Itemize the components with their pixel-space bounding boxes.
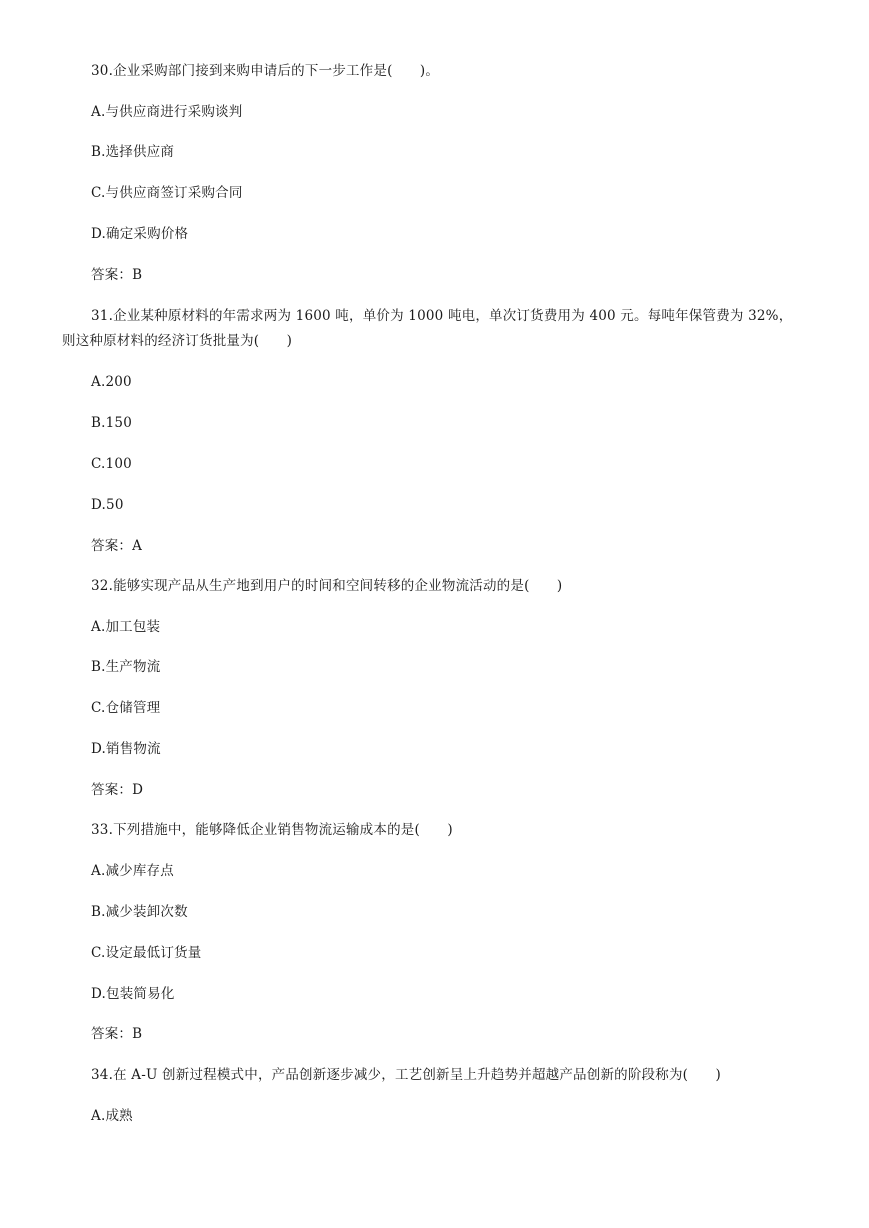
- question-31-stem-line1: 31.企业某种原材料的年需求两为 1600 吨，单价为 1000 吨电，单次订货费用为 400 元。每吨年保管费为 32%，: [91, 308, 793, 324]
- question-34-option-a: A.成熟: [91, 1108, 133, 1124]
- question-30-option-d: D.确定采购价格: [91, 226, 189, 242]
- question-33-option-c: C.设定最低订货量: [91, 945, 202, 961]
- question-31-option-b: B.150: [91, 415, 132, 431]
- question-30-option-b: B.选择供应商: [91, 144, 175, 160]
- question-32-option-b: B.生产物流: [91, 659, 161, 675]
- question-33-option-d: D.包装简易化: [91, 986, 175, 1002]
- question-32-answer: 答案：D: [91, 782, 144, 798]
- question-34-stem: 34.在 A-U 创新过程模式中，产品创新逐步减少，工艺创新呈上升趋势并超越产品创新的阶段称为( ): [91, 1067, 721, 1083]
- question-32-stem: 32.能够实现产品从生产地到用户的时间和空间转移的企业物流活动的是( ): [91, 578, 563, 594]
- question-31-stem-line2: 则这种原材料的经济订货批量为( ): [62, 333, 293, 349]
- question-30-option-a: A.与供应商进行采购谈判: [91, 104, 243, 120]
- question-33-answer: 答案：B: [91, 1026, 143, 1042]
- question-33-option-b: B.减少装卸次数: [91, 904, 188, 920]
- question-32-option-a: A.加工包装: [91, 619, 161, 635]
- question-33-stem: 33.下列措施中，能够降低企业销售物流运输成本的是( ): [91, 822, 453, 838]
- question-30-option-c: C.与供应商签订采购合同: [91, 185, 243, 201]
- question-31-answer: 答案：A: [91, 538, 143, 554]
- question-33-option-a: A.减少库存点: [91, 863, 174, 879]
- question-30-answer: 答案：B: [91, 267, 143, 283]
- question-30-stem: 30.企业采购部门接到来购申请后的下一步工作是( )。: [91, 63, 440, 79]
- question-32-option-d: D.销售物流: [91, 741, 161, 757]
- question-32-option-c: C.仓储管理: [91, 700, 161, 716]
- question-31-option-a: A.200: [91, 374, 132, 390]
- question-31-option-c: C.100: [91, 456, 132, 472]
- question-31-option-d: D.50: [91, 497, 124, 513]
